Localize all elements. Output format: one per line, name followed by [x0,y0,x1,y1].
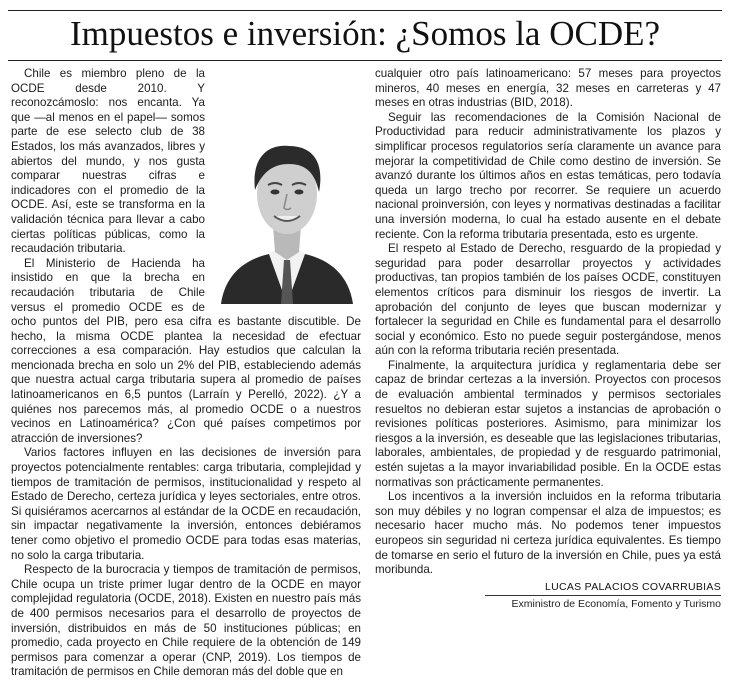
paragraph-2: El Ministerio de Hacienda ha insistido en que la brecha en recaudación tributaria de Chile versus el promedio OCDE es de ocho puntos del PIB, pero esa cifra es bastante discutible. De hecho, la misma OCDE plantea la necesidad de efectuar correcciones a esa comparación. Hay estudios que calculan la mencionada brecha en solo un 2% del PIB, estableciendo además que nuestra actual carga tributaria supera al promedio de países latinoamericanos en 6,5 puntos (Larraín y Perelló, 2022). ¿Y a quiénes nos parecemos más, al promedio OCDE o a nuestros vecinos en Latinoamérica? ¿Con qué países competimos por atracción de inversiones? [11,256,361,445]
paragraph-4-continued: cualquier otro país latinoamericano: 57 meses para proyectos mineros, 40 meses en energía, 32 meses en carreteras y 47 meses en otras industrias (BID, 2018). [375,67,721,110]
article-column-right [375,67,721,611]
paragraph-1: Chile es miembro pleno de la OCDE desde 2010. Y reconozcámoslo: nos encanta. Ya que —al menos en el papel— somos parte de ese selecto club de 38 Estados, los más avanzados, libres y abiertos del mundo, y nos gusta comparar nuestras cifras e indicadores con el promedio de la OCDE. Así, este se transforma en la validación técnica para llevar a cabo ciertas políticas públicas, como la recaudación tributaria. [11,67,205,256]
author-role: Exministro de Economía, Fomento y Turismo [511,597,721,610]
title-top-rule [8,10,722,11]
author-name: LUCAS PALACIOS COVARRUBIAS [544,580,721,593]
paragraph-3: Varios factores influyen en las decisiones de inversión para proyectos potencialmente rentables: carga tributaria, complejidad y tiempos de tramitación de permisos, institucionalidad y respeto al Estado de Derecho, certeza jurídica y leyes sectoriales, entre otros. Si quisiéramos acercarnos al estándar de la OCDE en recaudación, sin impactar negativamente la inversión, entonces debiéramos tener como objetivo el promedio OCDE para todas esas materias, no solo la carga tributaria. [11,446,361,562]
paragraph-7: Finalmente, la arquitectura jurídica y reglamentaria debe ser capaz de brindar certezas a la inversión. Proyectos con procesos de evaluación ambiental terminados y permisos sectoriales resueltos no debieran estar sujetos a instancias de aprobación o revisiones políticas posteriores. Asimismo, para minimizar los riesgos a la inversión, es deseable que las legislaciones tributarias, laborales, ambientales, de propiedad y de resguardo patrimonial, estén sujetas a la mayor invariabilidad posible. En la OCDE estas normativas son prácticamente permanentes. [375,358,721,489]
author-photo [213,108,361,304]
title-bottom-rule [8,60,722,61]
signature-rule [485,595,721,596]
article-title: Impuestos e inversión: ¿Somos la OCDE? [69,14,661,53]
author-signature [375,581,721,611]
paragraph-4: Respecto de la burocracia y tiempos de tramitación de permisos, Chile ocupa un triste primer lugar dentro de la OCDE en mayor complejidad regulatoria (OCDE, 2018). Existen en nuestro país más de 400 permisos necesarios para el desarrollo de proyectos de inversión, distribuidos en más de 50 instituciones públicas; en promedio, cada proyecto en Chile requiere de la obtención de 149 permisos para comenzar a operar (CNP, 2019). Los tiempos de tramitación de permisos en Chile demoran más del doble que en [11,563,361,679]
author-portrait-icon [213,108,361,304]
paragraph-8: Los incentivos a la inversión incluidos en la reforma tributaria son muy débiles y no logran compensar el alza de impuestos; es necesario hacer mucho más. No podemos tener impuestos europeos sin seguridad ni certeza jurídica equivalentes. Es tiempo de tomarse en serio el futuro de la inversión en Chile, pues ya está moribunda. [375,490,721,577]
paragraph-5: Seguir las recomendaciones de la Comisión Nacional de Productividad para reducir administrativamente los plazos y simplificar procesos regulatorios sería claramente un avance para mejorar la competitividad de Chile como destino de inversión. Se avanzó durante los últimos años en estas temáticas, pero todavía queda un largo trecho por recorrer. Se requiere un acuerdo nacional proinversión, con leyes y normativas destinadas a facilitar una inversión moderna, lo cual ha estado ausente en el debate reciente. Con la reforma tributaria presentada, esto es urgente. [375,110,721,241]
article-column-left [11,67,361,680]
paragraph-6: El respeto al Estado de Derecho, resguardo de la propiedad y seguridad para poder desarrollar proyectos y actividades productivas, tan propios también de los países OCDE, constituyen elementos críticos para disminuir los riesgos de invertir. La aprobación del conjunto de leyes que buscan modernizar y fortalecer la seguridad en Chile es fundamental para el desarrollo social y económico. Esto no puede seguir postergándose, menos aún con la reforma tributaria recién presentada. [375,242,721,358]
